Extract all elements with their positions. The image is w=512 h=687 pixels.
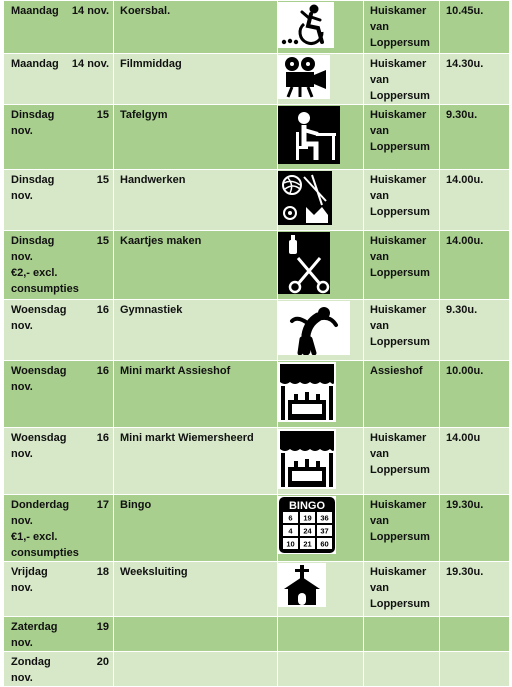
film-camera-icon xyxy=(278,55,330,99)
activity-cell xyxy=(114,170,278,231)
bingo-title: BINGO xyxy=(288,500,326,512)
day-name: Dinsdag xyxy=(11,235,55,247)
location-line: Loppersum xyxy=(370,598,430,610)
schedule-row xyxy=(4,54,510,105)
day-date: 19 xyxy=(96,621,109,633)
day-name: Donderdag xyxy=(11,499,70,511)
location-line: van xyxy=(370,582,389,594)
location-line: Loppersum xyxy=(370,336,430,348)
icon-cell xyxy=(278,170,364,231)
activity-name: Mini markt Assieshof xyxy=(120,365,231,377)
activity-name: Kaartjes maken xyxy=(120,235,202,247)
day-date: 14 nov. xyxy=(71,5,109,17)
day-date: 15 xyxy=(96,235,109,247)
day-date: 16 xyxy=(96,365,109,377)
bingo-number: 37 xyxy=(320,526,329,536)
bingo-number: 24 xyxy=(303,526,312,536)
location-line: Huiskamer xyxy=(370,58,427,70)
day-date: 15 xyxy=(96,174,109,186)
bingo-number: 4 xyxy=(288,526,293,536)
day-name: Zaterdag xyxy=(11,621,58,633)
location-line: Huiskamer xyxy=(370,499,427,511)
day-date: 18 xyxy=(96,566,109,578)
activity-name: Weeksluiting xyxy=(120,566,188,578)
bingo-number: 19 xyxy=(303,513,312,523)
location-line: van xyxy=(370,74,389,86)
location-cell xyxy=(364,617,440,652)
activity-time: 14.00u. xyxy=(446,174,484,186)
day-extra: nov. xyxy=(11,448,33,460)
location-cell xyxy=(364,1,440,54)
day-extra: nov. xyxy=(11,582,33,594)
market-stall-icon xyxy=(278,429,336,489)
day-name: Dinsdag xyxy=(11,174,55,186)
bingo-number: 10 xyxy=(286,539,295,549)
location-line: Huiskamer xyxy=(370,109,427,121)
schedule-row xyxy=(4,562,510,617)
location-cell xyxy=(364,170,440,231)
day-cell xyxy=(4,105,114,170)
location-line: Huiskamer xyxy=(370,174,427,186)
time-cell xyxy=(440,300,510,361)
activity-cell xyxy=(114,105,278,170)
day-cell xyxy=(4,54,114,105)
location-line: van xyxy=(370,515,389,527)
activity-time: 10.45u. xyxy=(446,5,484,17)
location-line: Loppersum xyxy=(370,267,430,279)
location-line: Loppersum xyxy=(370,90,430,102)
schedule-row xyxy=(4,361,510,428)
time-cell xyxy=(440,105,510,170)
day-cell xyxy=(4,361,114,428)
table-exercise-icon xyxy=(278,106,340,164)
bingo-number: 21 xyxy=(303,539,312,549)
activity-cell xyxy=(114,617,278,652)
location-cell xyxy=(364,495,440,562)
icon-cell xyxy=(278,617,364,652)
icon-cell xyxy=(278,562,364,617)
day-name: Woensdag xyxy=(11,304,67,316)
bingo-card-icon xyxy=(278,496,336,554)
icon-cell xyxy=(278,1,364,54)
day-cell xyxy=(4,652,114,687)
day-extra: nov. xyxy=(11,637,33,649)
icon-cell xyxy=(278,54,364,105)
day-name: Woensdag xyxy=(11,432,67,444)
location-line: Loppersum xyxy=(370,206,430,218)
day-extra: nov. xyxy=(11,515,33,527)
day-name: Maandag xyxy=(11,58,59,70)
time-cell xyxy=(440,54,510,105)
day-cell xyxy=(4,617,114,652)
schedule-row xyxy=(4,105,510,170)
day-extra: consumpties xyxy=(11,283,79,295)
schedule-table xyxy=(3,0,510,687)
activity-time: 14.00u xyxy=(446,432,481,444)
activity-time: 9.30u. xyxy=(446,304,478,316)
day-extra: €2,- excl. xyxy=(11,267,58,279)
time-cell xyxy=(440,652,510,687)
icon-cell xyxy=(278,428,364,495)
schedule-row xyxy=(4,495,510,562)
day-date: 15 xyxy=(96,109,109,121)
time-cell xyxy=(440,1,510,54)
day-extra: consumpties xyxy=(11,547,79,559)
activity-cell xyxy=(114,231,278,300)
location-line: Huiskamer xyxy=(370,304,427,316)
activity-name: Tafelgym xyxy=(120,109,168,121)
activity-cell xyxy=(114,1,278,54)
day-cell xyxy=(4,495,114,562)
church-icon xyxy=(278,563,326,607)
activity-name: Mini markt Wiemersheerd xyxy=(120,432,254,444)
time-cell xyxy=(440,428,510,495)
time-cell xyxy=(440,617,510,652)
day-cell xyxy=(4,170,114,231)
schedule-row xyxy=(4,1,510,54)
activity-time: 19.30u. xyxy=(446,499,484,511)
location-line: Loppersum xyxy=(370,141,430,153)
day-date: 20 xyxy=(96,656,109,668)
time-cell xyxy=(440,231,510,300)
location-cell xyxy=(364,231,440,300)
location-cell xyxy=(364,652,440,687)
location-line: van xyxy=(370,320,389,332)
location-line: van xyxy=(370,448,389,460)
activity-cell xyxy=(114,361,278,428)
icon-cell xyxy=(278,231,364,300)
day-extra: nov. xyxy=(11,125,33,137)
day-name: Woensdag xyxy=(11,365,67,377)
glue-scissors-icon xyxy=(278,232,330,294)
location-line: Huiskamer xyxy=(370,566,427,578)
activity-time: 14.00u. xyxy=(446,235,484,247)
time-cell xyxy=(440,170,510,231)
location-line: Huiskamer xyxy=(370,432,427,444)
location-cell xyxy=(364,105,440,170)
activity-cell xyxy=(114,428,278,495)
activity-name: Handwerken xyxy=(120,174,186,186)
activity-time: 10.00u. xyxy=(446,365,484,377)
time-cell xyxy=(440,361,510,428)
day-extra: nov. xyxy=(11,320,33,332)
knitting-icon xyxy=(278,171,332,225)
day-date: 16 xyxy=(96,304,109,316)
day-cell xyxy=(4,300,114,361)
schedule-row xyxy=(4,300,510,361)
day-name: Maandag xyxy=(11,5,59,17)
time-cell xyxy=(440,495,510,562)
activity-cell xyxy=(114,652,278,687)
day-cell xyxy=(4,231,114,300)
activity-cell xyxy=(114,562,278,617)
icon-cell xyxy=(278,361,364,428)
day-date: 16 xyxy=(96,432,109,444)
location-line: van xyxy=(370,190,389,202)
activity-time: 9.30u. xyxy=(446,109,478,121)
activity-time: 19.30u. xyxy=(446,566,484,578)
day-name: Dinsdag xyxy=(11,109,55,121)
day-extra: nov. xyxy=(11,251,33,263)
bingo-number: 36 xyxy=(320,513,329,523)
activity-cell xyxy=(114,54,278,105)
location-cell xyxy=(364,300,440,361)
icon-cell xyxy=(278,652,364,687)
icon-cell xyxy=(278,495,364,562)
schedule-row xyxy=(4,231,510,300)
location-line: Loppersum xyxy=(370,531,430,543)
activity-time: 14.30u. xyxy=(446,58,484,70)
day-cell xyxy=(4,428,114,495)
icon-cell xyxy=(278,300,364,361)
location-cell xyxy=(364,562,440,617)
location-line: van xyxy=(370,125,389,137)
location-cell xyxy=(364,428,440,495)
schedule-row xyxy=(4,617,510,652)
boccia-icon xyxy=(278,2,334,48)
day-name: Zondag xyxy=(11,656,51,668)
schedule-row xyxy=(4,652,510,687)
schedule-row xyxy=(4,170,510,231)
location-line: Huiskamer xyxy=(370,5,427,17)
location-line: van xyxy=(370,251,389,263)
location-cell xyxy=(364,54,440,105)
icon-cell xyxy=(278,105,364,170)
day-extra: nov. xyxy=(11,672,33,684)
day-date: 14 nov. xyxy=(71,58,109,70)
location-line: Loppersum xyxy=(370,464,430,476)
activity-name: Filmmiddag xyxy=(120,58,182,70)
day-extra: €1,- excl. xyxy=(11,531,58,543)
day-extra: nov. xyxy=(11,381,33,393)
activity-name: Koersbal. xyxy=(120,5,171,17)
day-extra: nov. xyxy=(11,190,33,202)
stretching-person-icon xyxy=(278,301,350,355)
location-line: Loppersum xyxy=(370,37,430,49)
day-name: Vrijdag xyxy=(11,566,48,578)
activity-cell xyxy=(114,495,278,562)
day-cell xyxy=(4,562,114,617)
location-line: Assieshof xyxy=(370,365,423,377)
activity-name: Gymnastiek xyxy=(120,304,183,316)
location-line: van xyxy=(370,21,389,33)
market-stall-icon xyxy=(278,362,336,422)
day-cell xyxy=(4,1,114,54)
day-date: 17 xyxy=(96,499,109,511)
bingo-number: 60 xyxy=(320,539,329,549)
activity-name: Bingo xyxy=(120,499,152,511)
activity-cell xyxy=(114,300,278,361)
location-cell xyxy=(364,361,440,428)
location-line: Huiskamer xyxy=(370,235,427,247)
bingo-number: 6 xyxy=(288,513,293,523)
time-cell xyxy=(440,562,510,617)
schedule-row xyxy=(4,428,510,495)
